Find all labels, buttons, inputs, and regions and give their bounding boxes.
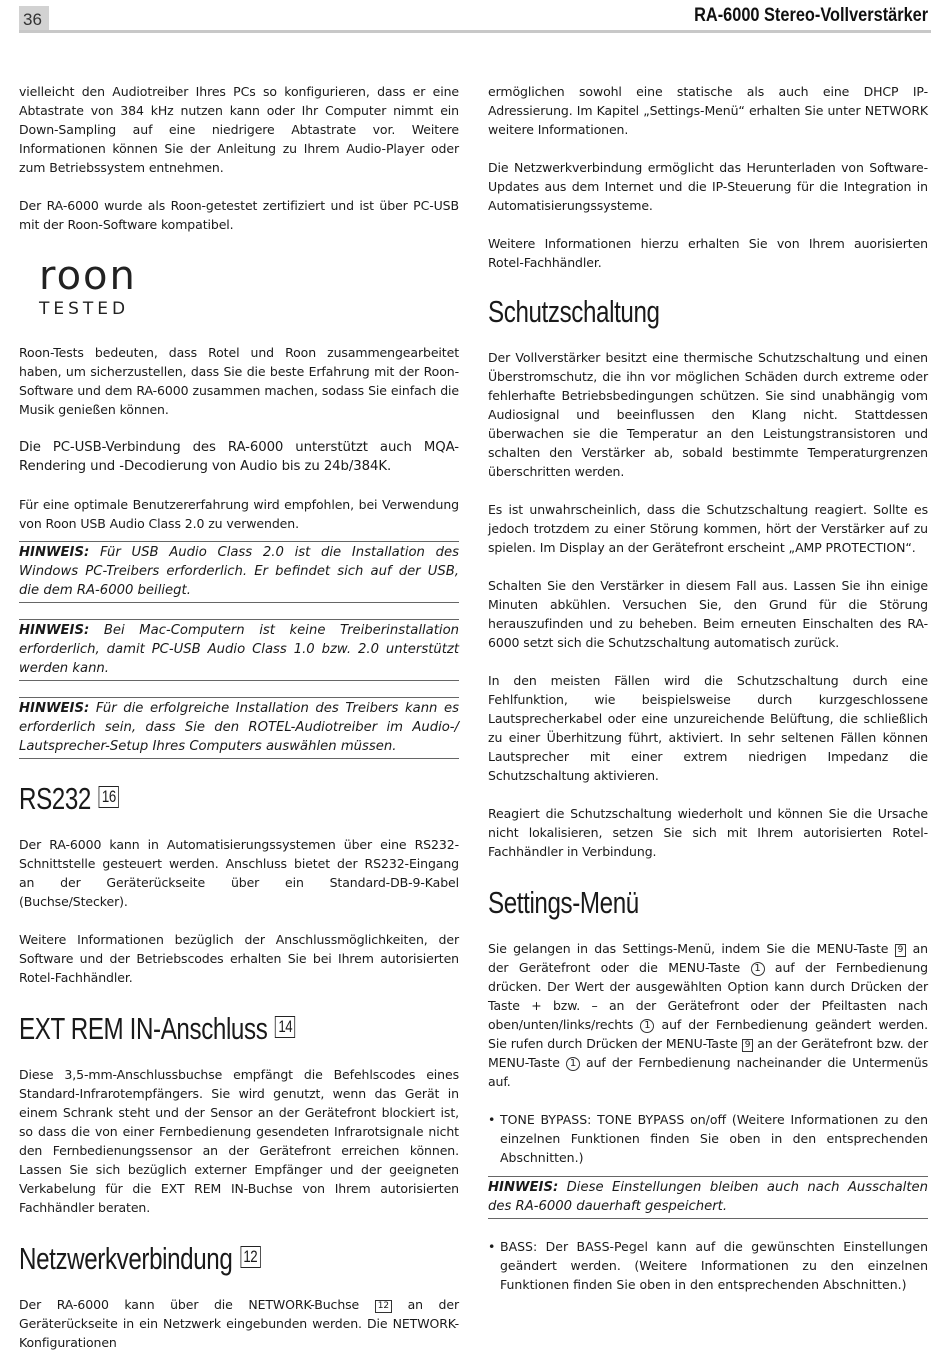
paragraph: Es ist unwahrscheinlich, dass die Schutzschaltung reagiert. Sollte es jedoch trotzdem zu einer Störung kommen, hört der Verstärker auf zu spielen. Im Display an der Gerätefront erscheint „AMP PROTECTION“. [488, 502, 928, 555]
heading-text: RS232 [19, 781, 91, 816]
header-rule [19, 30, 931, 33]
paragraph: Der RA-6000 wurde als Roon-getestet zertifiziert und ist über PC-USB mit der Roon-Software kompatibel. [19, 198, 459, 232]
note-text: Bei Mac-Computern ist keine Treiberinstallation erforderlich, damit PC-USB Audio Class 1.0 bzw. 2.0 unterstützt werden kann. [19, 623, 459, 676]
text-run: an der Gerätefront oder die MENU-Taste [488, 941, 928, 975]
heading-text: Netzwerkverbindung [19, 1241, 233, 1276]
note-box [488, 1176, 928, 1219]
bullet-icon: • [488, 1239, 496, 1254]
heading-text: Settings-Menü [488, 885, 639, 920]
heading-text: Schutzschaltung [488, 294, 660, 329]
note-box [19, 541, 459, 603]
reference-number: 9 [895, 944, 907, 957]
note-label: HINWEIS: [19, 545, 90, 560]
remote-key-icon: 1 [640, 1019, 654, 1033]
roon-logo-tested: TESTED [39, 299, 130, 319]
reference-number: 9 [742, 1039, 754, 1052]
paragraph: Der Vollverstärker besitzt eine thermische Schutzschaltung und einen Überstromschutz, die ihn vor möglichen Schäden durch extreme oder fehlerhafte Betriebsbedingungen schützen. Sie sind unabhängig vom Audiosignal und beeinflussen den Klang nicht. Stattdessen überwachen sie die Temperatur an den Leistungstransistoren und schalten den Verstärker ab, sobald bestimmte Temperaturgrenzen überschritten werden. [488, 350, 928, 479]
text-run: auf der Fernbedienung nacheinander die Untermenüs auf. [488, 1055, 929, 1089]
note-text: Für USB Audio Class 2.0 ist die Installation des Windows PC-Treibers erforderlich. Er befindet sich auf der USB, die dem RA-6000 beiliegt. [19, 545, 459, 598]
paragraph [19, 1295, 459, 1352]
paragraph: Reagiert die Schutzschaltung wiederholt und können Sie die Ursache nicht lokalisieren, setzen Sie sich mit Ihrem autorisierten Rotel-Fachhändler in Verbindung. [488, 806, 928, 859]
note-label: HINWEIS: [19, 701, 90, 716]
reference-number: 16 [99, 786, 119, 808]
section-heading-rs232 [19, 781, 362, 817]
note-label: HINWEIS: [19, 623, 90, 638]
section-heading-settings-menu [488, 885, 831, 921]
page-number: 36 [19, 6, 49, 33]
section-heading-schutzschaltung [488, 294, 831, 330]
reference-number: 12 [375, 1300, 392, 1313]
text-run: an der Gerätefront bzw. der MENU-Taste [488, 1036, 928, 1070]
text-run: auf der Fernbedienung drücken. Der Wert der ausgewählten Option kann durch Drücken der Taste + bzw. – an der Gerätefront oder der Pfeiltasten nach oben/unten/links/rechts [488, 960, 928, 1032]
paragraph: Diese 3,5-mm-Anschlussbuchse empfängt die Befehlscodes eines Standard-Infrarotempfängers. Sie wird genutzt, wenn das Gerät in einem Schrank steht und der Sensor an der Gerätefront blockiert ist, so dass die von einer Fernbedienung gesendeten Infrarotsignale nicht den Fernbedienungssensor an der Gerätefront erreichen können. Lassen Sie sich bezüglich externer Empfänger und der geeigneten Verkabelung für die EXT REM IN-Buchse von Ihrem autorisierten Fachhändler beraten. [19, 1067, 459, 1215]
list-item-text: BASS: Der BASS-Pegel kann auf die gewünschten Einstellungen geändert werden. (Weitere Informationen zu den einzelnen Funktionen finden Sie oben in den entsprechenden Abschnitten.) [500, 1239, 928, 1292]
paragraph: Für eine optimale Benutzererfahrung wird empfohlen, bei Verwendung von Roon USB Audio Class 2.0 zu verwenden. [19, 497, 459, 531]
note-label: HINWEIS: [488, 1180, 559, 1195]
text-run: Sie gelangen in das Settings-Menü, indem Sie die MENU-Taste [488, 941, 895, 956]
bullet-icon: • [488, 1112, 496, 1127]
roon-logo-word: roon [39, 253, 137, 299]
text-run: an der Geräterückseite in ein Netzwerk eingebunden werden. Die NETWORK-Konfigurationen [19, 1297, 460, 1350]
section-heading-ext-rem [19, 1011, 362, 1047]
paragraph [488, 939, 928, 1091]
paragraph: Roon-Tests bedeuten, dass Rotel und Roon zusammengearbeitet haben, um sicherzustellen, dass Sie die beste Erfahrung mit der Roon-Software und dem RA-6000 zusammen machen, sodass Sie einfach die Musik genießen können. [19, 345, 459, 417]
left-column [19, 82, 459, 1371]
remote-key-icon: 1 [751, 962, 765, 976]
paragraph: In den meisten Fällen wird die Schutzschaltung durch eine Fehlfunktion, wie beispielsweise durch kurzgeschlossene Lautsprecherkabel oder eine unzureichende Belüftung, die schließlich zu einer Überhitzung führt, aktiviert. In sehr seltenen Fällen können Lautsprecher mit einer extrem niedrigen Impedanz die Schutzschaltung aktivieren. [488, 673, 928, 783]
reference-number: 14 [275, 1016, 295, 1038]
roon-tested-logo [39, 253, 459, 336]
paragraph: Weitere Informationen hierzu erhalten Sie von Ihrem auorisierten Rotel-Fachhändler. [488, 236, 928, 270]
text-run: Der RA-6000 kann über die NETWORK-Buchse [19, 1297, 375, 1312]
list-item [488, 1237, 928, 1294]
note-box [19, 697, 459, 759]
note-text: Diese Einstellungen bleiben auch nach Ausschalten des RA-6000 dauerhaft gespeichert. [488, 1180, 928, 1214]
document-title: RA-6000 Stereo-Vollverstärker [693, 5, 928, 26]
text-run: auf der Fernbedienung geändert werden. Sie rufen durch Drücken der MENU-Taste [488, 1017, 928, 1051]
paragraph: Die Netzwerkverbindung ermöglicht das Herunterladen von Software-Updates aus dem Internet und die IP-Steuerung für die Integration in Automatisierungssysteme. [488, 160, 928, 213]
paragraph: Schalten Sie den Verstärker in diesem Fall aus. Lassen Sie ihn einige Minuten abkühlen. Versuchen Sie, den Grund für die Störung herauszufinden und zu beheben. Beim erneuten Einschalten des RA-6000 setzt sich die Schutzschaltung automatisch zurück. [488, 578, 928, 650]
reference-number: 12 [240, 1246, 260, 1268]
note-text: Für die erfolgreiche Installation des Treibers kann es erforderlich sein, dass Sie den ROTEL-Audiotreiber im Audio-/ Lautsprecher-Setup Ihres Computers auswählen müssen. [19, 701, 459, 754]
section-heading-netzwerk [19, 1241, 362, 1277]
note-box [19, 619, 459, 681]
paragraph: Weitere Informationen bezüglich der Anschlussmöglichkeiten, der Software und der Betriebscodes erhalten Sie bei Ihrem autorisierten Rotel-Fachhändler. [19, 932, 459, 985]
remote-key-icon: 1 [566, 1057, 580, 1071]
paragraph: Die PC-USB-Verbindung des RA-6000 unterstützt auch MQA-Rendering und -Decodierung von Audio bis zu 24b/384K. [19, 440, 459, 474]
right-column [488, 82, 928, 1294]
list-item-text: TONE BYPASS: TONE BYPASS on/off (Weitere Informationen zu den einzelnen Funktionen finden Sie oben in den entsprechenden Abschnitten.) [500, 1112, 928, 1165]
paragraph: Der RA-6000 kann in Automatisierungssystemen über eine RS232-Schnittstelle gesteuert werden. Anschluss bietet der RS232-Eingang an der Geräterückseite über ein Standard-DB-9-Kabel (Buchse/Stecker). [19, 837, 459, 909]
paragraph: ermöglichen sowohl eine statische als auch eine DHCP IP-Adressierung. Im Kapitel „Settings-Menü“ erhalten Sie unter NETWORK weitere Informationen. [488, 84, 928, 137]
paragraph: vielleicht den Audiotreiber Ihres PCs so konfigurieren, dass er eine Abtastrate von 384 kHz nutzen kann oder Ihr Computer nimmt ein Down-Sampling auf eine niedrigere Abtastrate vor. Weitere Informationen können Sie der Anleitung zu Ihrem Audio-Player oder zum Betriebssystem entnehmen. [19, 84, 459, 175]
heading-text: EXT REM IN-Anschluss [19, 1011, 268, 1046]
list-item [488, 1110, 928, 1167]
